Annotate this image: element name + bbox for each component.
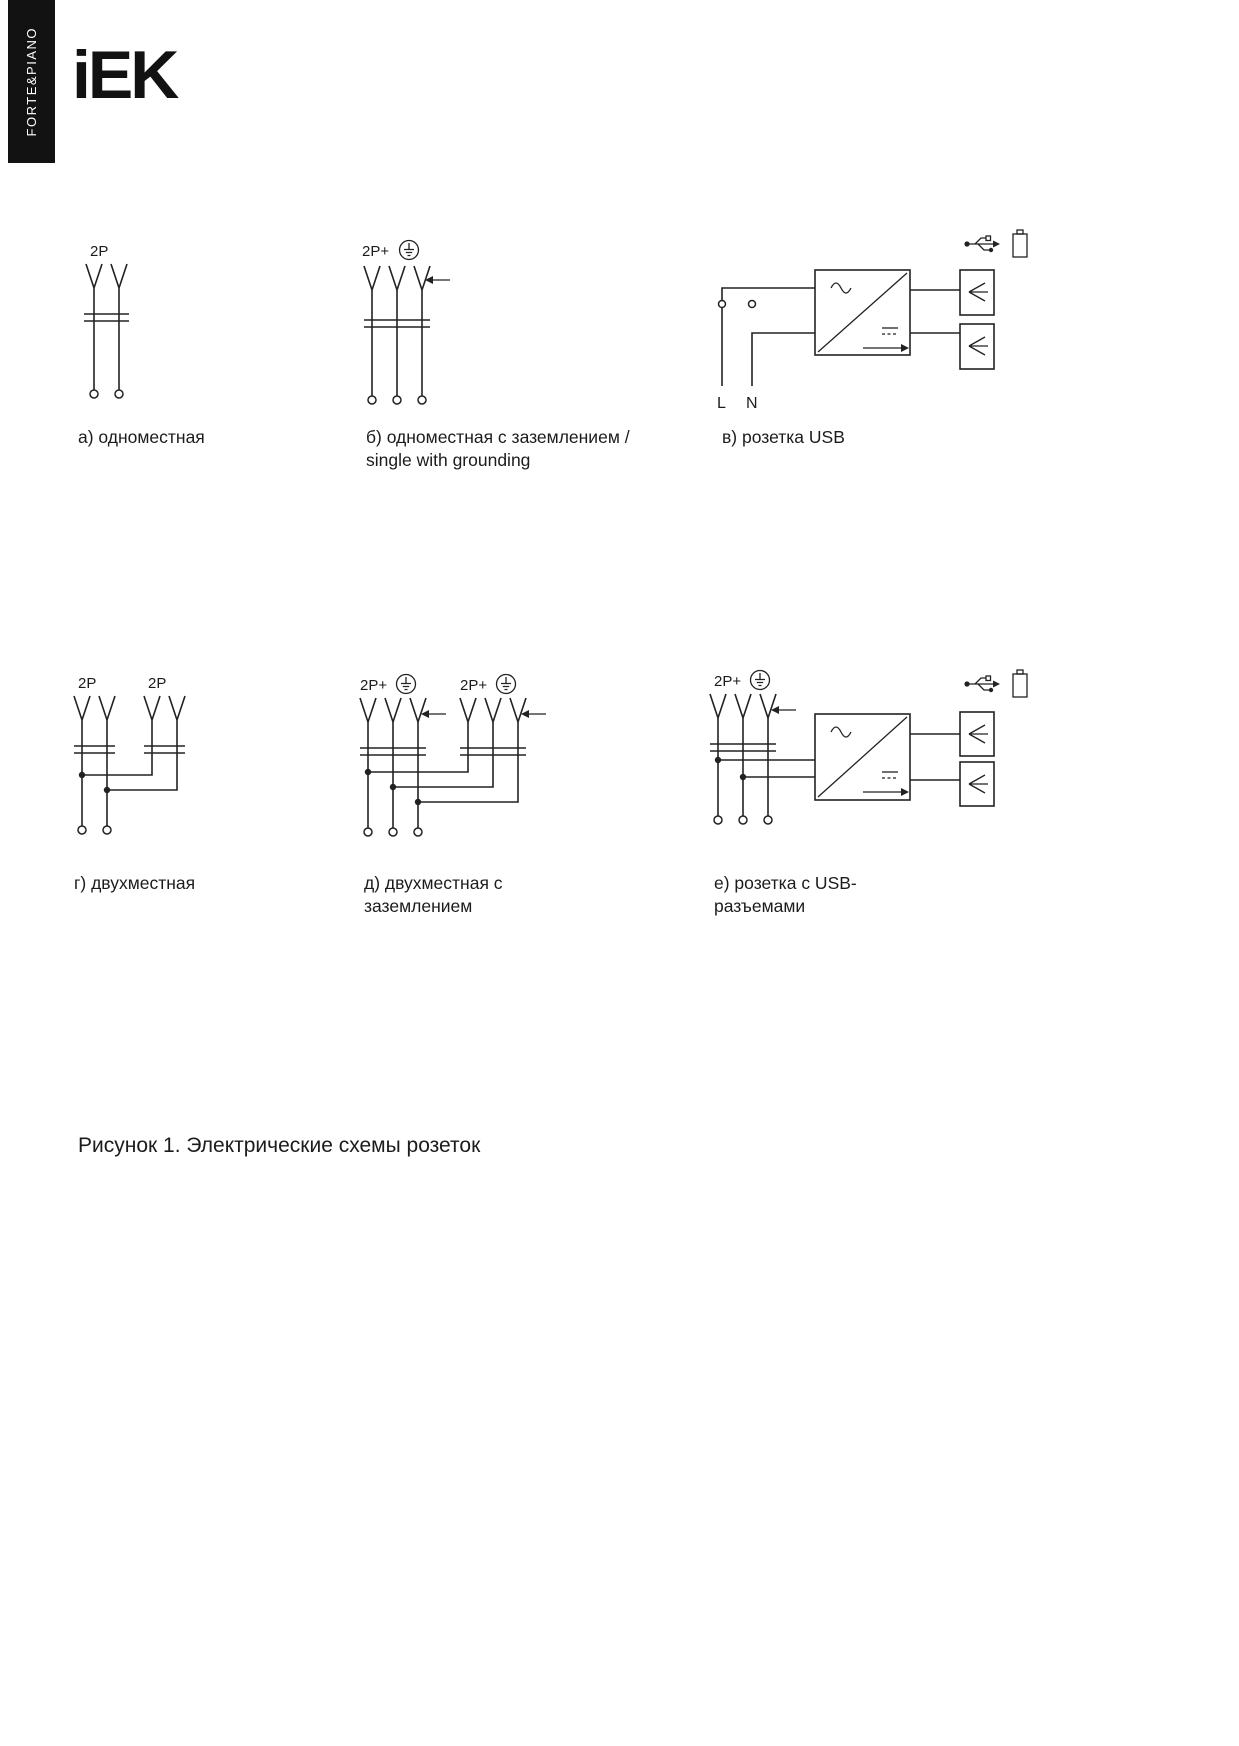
pole-label: 2P+	[460, 677, 488, 694]
iek-logo: iEK	[72, 37, 177, 113]
pole-label: 2P	[78, 675, 97, 692]
earth-icon	[751, 671, 770, 690]
contact-forks	[710, 694, 776, 718]
diagram-e-caption-line2: разъемами	[714, 896, 806, 916]
terminal	[393, 396, 401, 404]
earth-icon	[497, 675, 516, 694]
diagram-b-caption	[366, 426, 696, 472]
diagram-d-caption-line1: д) двухместная с	[364, 873, 503, 893]
junction-dot	[365, 769, 371, 775]
junction-dot	[415, 799, 421, 805]
contact-forks	[74, 696, 185, 720]
diagram-socket-with-usb	[698, 662, 1050, 862]
ground-arrow	[421, 710, 446, 718]
ground-arrow	[425, 276, 450, 284]
diagram-single-grounded-svg	[352, 230, 562, 415]
usb-port-2	[960, 324, 994, 369]
acdc-converter	[815, 714, 910, 800]
terminal	[368, 396, 376, 404]
dc-output-wires	[910, 290, 960, 333]
ground-arrow	[771, 706, 796, 714]
terminal	[714, 816, 722, 824]
battery-icon	[1013, 230, 1027, 257]
neutral-wire	[752, 333, 815, 386]
diagram-d-caption	[364, 872, 624, 918]
diagram-single-socket	[58, 232, 238, 412]
diagram-a-caption: а) одноместная	[78, 427, 205, 447]
socket-wires	[718, 718, 768, 816]
pole-label: 2P	[90, 243, 109, 260]
diagram-single-socket-svg	[58, 232, 238, 407]
diagram-double-grounded-svg	[348, 668, 578, 853]
contact-point	[719, 301, 726, 308]
junction-dot	[715, 757, 721, 763]
acdc-converter	[815, 270, 910, 355]
terminal	[364, 828, 372, 836]
junction-dot	[740, 774, 746, 780]
figure-caption: Рисунок 1. Электрические схемы розеток	[78, 1134, 481, 1157]
pole-label: 2P+	[714, 673, 742, 690]
diagram-c-caption: в) розетка USB	[722, 427, 845, 447]
diagram-double-socket	[58, 668, 248, 858]
contact-forks	[360, 698, 526, 722]
contact-forks	[86, 264, 127, 288]
contact-forks	[364, 266, 430, 290]
dc-output-wires	[910, 734, 960, 780]
pole-label: 2P+	[362, 243, 390, 260]
diagram-e-caption	[714, 872, 974, 918]
socket1-wires	[82, 720, 107, 826]
battery-icon	[1013, 670, 1027, 697]
socket-contacts	[84, 314, 129, 321]
terminal	[90, 390, 98, 398]
contact-point	[749, 301, 756, 308]
socket2-contacts	[144, 746, 185, 753]
usb-icon	[964, 236, 1000, 252]
pole-label: 2P+	[360, 677, 388, 694]
diagram-usb-socket	[698, 228, 1048, 438]
diagram-single-grounded-socket	[352, 230, 562, 420]
terminal	[78, 826, 86, 834]
socket-wires	[94, 288, 119, 390]
earth-icon	[400, 241, 419, 260]
neutral-label: N	[746, 395, 758, 412]
diagram-b-caption-line1: б) одноместная с заземлением /	[366, 427, 630, 447]
terminal	[389, 828, 397, 836]
diagram-socket-with-usb-svg	[698, 662, 1050, 857]
diagram-usb-socket-svg	[698, 228, 1048, 433]
usb-port-2	[960, 762, 994, 806]
converter-taps	[718, 760, 815, 777]
junction-dot	[79, 772, 85, 778]
socket-wires	[372, 290, 422, 396]
usb-port-1	[960, 712, 994, 756]
usb-icon	[964, 676, 1000, 692]
terminal	[739, 816, 747, 824]
line-wire	[722, 288, 815, 386]
junction-dot	[390, 784, 396, 790]
ground-arrow	[521, 710, 546, 718]
terminal	[414, 828, 422, 836]
terminal	[115, 390, 123, 398]
junction-dot	[104, 787, 110, 793]
diagram-e-caption-line1: е) розетка с USB-	[714, 873, 857, 893]
diagram-d-caption-line2: заземлением	[364, 896, 473, 916]
diagram-g-caption: г) двухместная	[74, 873, 196, 893]
diagram-double-socket-svg	[58, 668, 248, 853]
terminal	[418, 396, 426, 404]
socket2-jumpers	[82, 720, 177, 790]
diagram-double-grounded-socket	[348, 668, 578, 858]
usb-port-1	[960, 270, 994, 315]
pole-label: 2P	[148, 675, 167, 692]
socket1-contacts	[74, 746, 115, 753]
socket2-jumpers	[368, 722, 518, 802]
brand-sidebar-label: FORTE&PIANO	[24, 26, 39, 137]
terminal	[764, 816, 772, 824]
line-label: L	[717, 395, 726, 412]
earth-icon	[397, 675, 416, 694]
diagram-b-caption-line2: single with grounding	[366, 450, 531, 470]
brand-sidebar	[8, 0, 55, 163]
terminal	[103, 826, 111, 834]
socket1-wires	[368, 722, 418, 828]
